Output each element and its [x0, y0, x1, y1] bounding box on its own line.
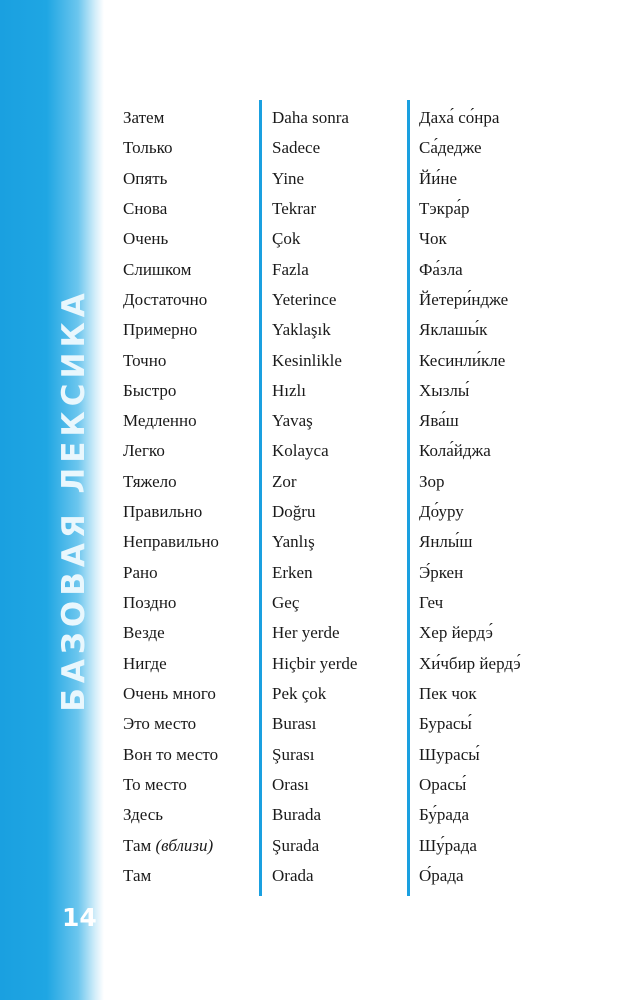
transcription-item: [419, 588, 521, 618]
russian-word: Вон то место: [123, 744, 219, 764]
transcription-word: Бурасы́: [419, 714, 472, 734]
turkish-word: Kesinlikle: [272, 350, 342, 370]
turkish-item: [272, 588, 357, 618]
turkish-word: Fazla: [272, 259, 309, 279]
transcription-item: [419, 164, 521, 194]
transcription-word: Шурасы́: [419, 744, 480, 764]
transcription-item: [419, 527, 521, 557]
turkish-item: [272, 800, 357, 830]
turkish-item: [272, 831, 357, 861]
russian-item: [123, 436, 219, 466]
turkish-word: Orada: [272, 865, 314, 885]
turkish-word: Pek çok: [272, 683, 327, 703]
russian-note: (вблизи): [155, 835, 214, 855]
russian-word: Точно: [123, 350, 167, 370]
russian-word: Здесь: [123, 805, 164, 825]
russian-item: [123, 164, 219, 194]
russian-item: [123, 709, 219, 739]
turkish-item: [272, 467, 357, 497]
russian-item: [123, 800, 219, 830]
transcription-word: Шу́рада: [419, 835, 477, 855]
russian-word: Снова: [123, 198, 168, 218]
column-divider-1: [259, 100, 262, 896]
russian-item: [123, 588, 219, 618]
turkish-item: [272, 740, 357, 770]
russian-word: Поздно: [123, 593, 177, 612]
russian-word: Опять: [123, 168, 168, 188]
turkish-item: [272, 527, 357, 557]
turkish-item: [272, 224, 357, 254]
turkish-word: Sadece: [272, 138, 321, 158]
turkish-word: Hızlı: [272, 380, 306, 400]
russian-word: Примерно: [123, 320, 198, 340]
transcription-item: [419, 740, 521, 770]
russian-item: [123, 770, 219, 800]
russian-item: [123, 861, 219, 891]
russian-item: [123, 618, 219, 648]
turkish-word: Kolayca: [272, 441, 329, 461]
russian-item: [123, 740, 219, 770]
transcription-item: [419, 770, 521, 800]
russian-word: То место: [123, 774, 187, 794]
russian-item: [123, 194, 219, 224]
turkish-item: [272, 346, 357, 376]
column-divider-2: [407, 100, 410, 896]
turkish-item: [272, 285, 357, 315]
russian-item: [123, 255, 219, 285]
russian-word: Очень: [123, 229, 169, 249]
transcription-word: Хер йердэ́: [419, 623, 493, 643]
transcription-item: [419, 709, 521, 739]
transcription-item: [419, 497, 521, 527]
transcription-item: [419, 831, 521, 861]
transcription-word: Тэкра́р: [419, 198, 470, 218]
transcription-item: [419, 133, 521, 163]
transcription-item: [419, 194, 521, 224]
turkish-item: [272, 436, 357, 466]
russian-word: Затем: [123, 108, 165, 127]
turkish-item: [272, 558, 357, 588]
transcription-item: [419, 679, 521, 709]
russian-item: [123, 406, 219, 436]
turkish-item: [272, 255, 357, 285]
russian-word: Там: [123, 865, 152, 885]
turkish-word: Orası: [272, 774, 309, 794]
russian-word: Достаточно: [123, 289, 208, 309]
turkish-item: [272, 315, 357, 345]
russian-word: Нигде: [123, 653, 167, 673]
russian-item: [123, 224, 219, 254]
transcription-item: [419, 315, 521, 345]
transcription-word: Пек чок: [419, 683, 477, 703]
turkish-item: [272, 497, 357, 527]
turkish-word: Geç: [272, 593, 300, 612]
russian-item: [123, 558, 219, 588]
transcription-word: Хи́чбир йердэ́: [419, 653, 521, 673]
transcription-word: Фа́зла: [419, 259, 463, 279]
russian-word: Медленно: [123, 411, 197, 431]
russian-word: Неправильно: [123, 532, 219, 552]
transcription-item: [419, 436, 521, 466]
turkish-word: Çok: [272, 229, 301, 249]
transcription-word: Янлы́ш: [419, 532, 473, 552]
transcription-item: [419, 346, 521, 376]
transcription-word: Хызлы́: [419, 380, 470, 400]
transcription-word: Зор: [419, 471, 445, 491]
russian-item: [123, 315, 219, 345]
transcription-word: О́рада: [419, 865, 464, 885]
russian-word: Рано: [123, 562, 158, 582]
turkish-word: Her yerde: [272, 623, 340, 643]
turkish-item: [272, 679, 357, 709]
turkish-word: Yaklaşık: [272, 320, 331, 340]
russian-word: Правильно: [123, 502, 203, 522]
russian-item: [123, 831, 219, 861]
turkish-item: [272, 709, 357, 739]
russian-column: [123, 103, 219, 891]
transcription-word: Ява́ш: [419, 411, 459, 431]
transcription-item: [419, 861, 521, 891]
transcription-item: [419, 376, 521, 406]
turkish-item: [272, 770, 357, 800]
russian-item: [123, 285, 219, 315]
russian-item: [123, 133, 219, 163]
transcription-item: [419, 224, 521, 254]
russian-word: Быстро: [123, 380, 177, 400]
transcription-item: [419, 649, 521, 679]
russian-item: [123, 376, 219, 406]
turkish-item: [272, 861, 357, 891]
transcription-word: Кесинли́кле: [419, 350, 506, 370]
russian-word: Там: [123, 835, 152, 855]
russian-item: [123, 467, 219, 497]
transcription-word: Бу́рада: [419, 805, 470, 825]
transcription-item: [419, 800, 521, 830]
transcription-column: [419, 103, 521, 891]
russian-item: [123, 527, 219, 557]
transcription-item: [419, 558, 521, 588]
russian-word: Легко: [123, 441, 165, 461]
turkish-word: Yine: [272, 168, 305, 188]
russian-item: [123, 497, 219, 527]
transcription-item: [419, 406, 521, 436]
transcription-word: Геч: [419, 593, 444, 612]
transcription-item: [419, 618, 521, 648]
turkish-column: [272, 103, 357, 891]
russian-word: Везде: [123, 623, 165, 643]
turkish-item: [272, 133, 357, 163]
turkish-item: [272, 194, 357, 224]
transcription-item: [419, 285, 521, 315]
turkish-word: Doğru: [272, 502, 316, 522]
turkish-word: Yeterince: [272, 289, 337, 309]
russian-word: Это место: [123, 714, 197, 734]
turkish-word: Şurada: [272, 835, 320, 855]
turkish-word: Burası: [272, 714, 317, 734]
russian-word: Очень много: [123, 683, 216, 703]
transcription-word: Са́дедже: [419, 138, 482, 158]
russian-item: [123, 679, 219, 709]
transcription-word: До́уру: [419, 502, 464, 522]
turkish-item: [272, 618, 357, 648]
turkish-item: [272, 103, 357, 133]
turkish-item: [272, 164, 357, 194]
russian-item: [123, 649, 219, 679]
russian-item: [123, 346, 219, 376]
transcription-item: [419, 467, 521, 497]
transcription-word: Даха́ со́нра: [419, 108, 500, 127]
transcription-word: Орасы́: [419, 774, 467, 794]
transcription-word: Чок: [419, 229, 447, 249]
page-number: 14: [62, 903, 97, 932]
turkish-word: Burada: [272, 805, 322, 825]
turkish-word: Hiçbir yerde: [272, 653, 358, 673]
russian-word: Слишком: [123, 259, 192, 279]
russian-word: Только: [123, 138, 173, 158]
transcription-word: Йетери́ндже: [419, 289, 509, 309]
turkish-word: Şurası: [272, 744, 315, 764]
turkish-item: [272, 376, 357, 406]
transcription-word: Йи́не: [419, 168, 458, 188]
turkish-word: Yavaş: [272, 411, 313, 431]
turkish-word: Erken: [272, 562, 313, 582]
transcription-word: Яклашы́к: [419, 320, 488, 340]
transcription-word: Э́ркен: [419, 562, 464, 582]
turkish-word: Daha sonra: [272, 108, 349, 127]
turkish-word: Yanlış: [272, 532, 315, 552]
turkish-item: [272, 649, 357, 679]
russian-word: Тяжело: [123, 471, 177, 491]
transcription-item: [419, 103, 521, 133]
transcription-word: Кола́йджа: [419, 441, 491, 461]
section-title: БАЗОВАЯ ЛЕКСИКА: [56, 288, 92, 712]
turkish-item: [272, 406, 357, 436]
transcription-item: [419, 255, 521, 285]
turkish-word: Zor: [272, 471, 297, 491]
russian-item: [123, 103, 219, 133]
turkish-word: Tekrar: [272, 198, 317, 218]
